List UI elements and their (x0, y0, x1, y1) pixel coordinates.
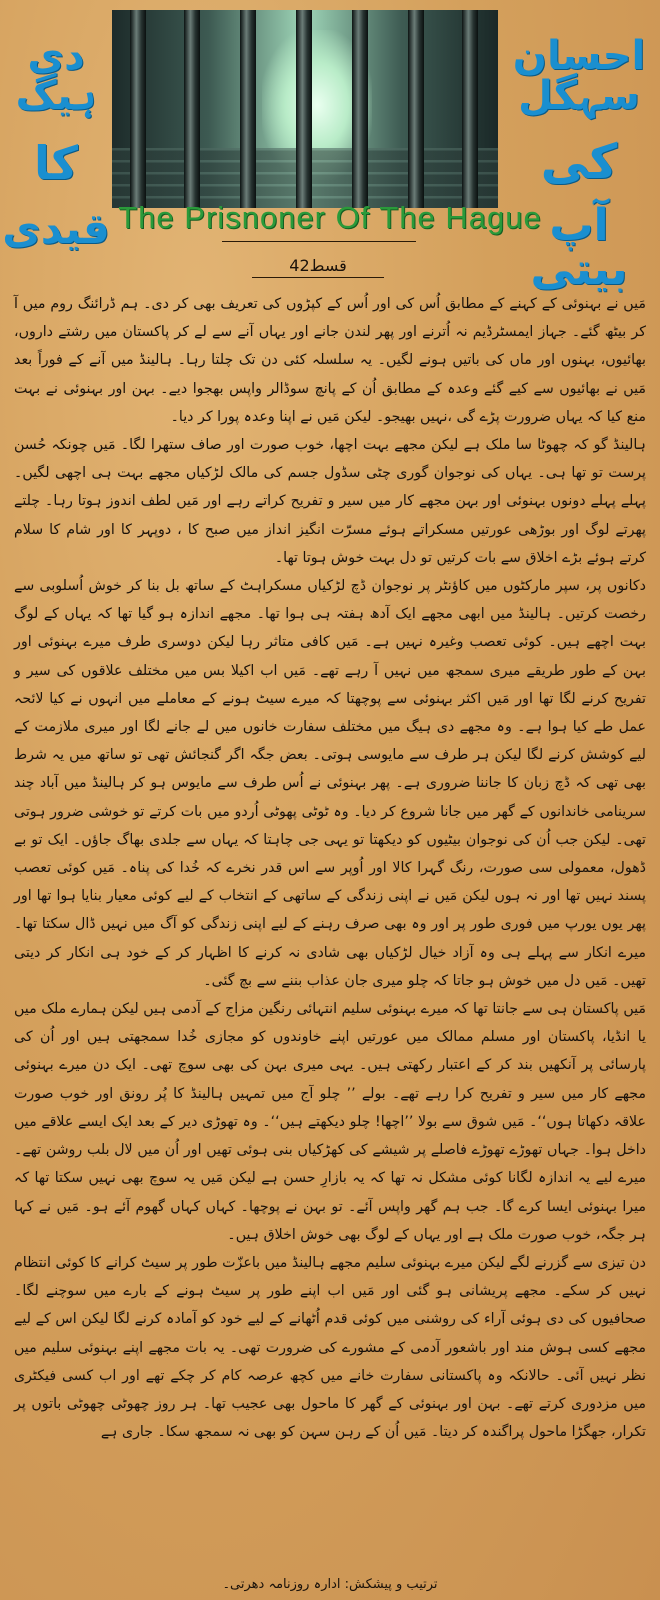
english-title: The Prisnoner Of The Hague (118, 200, 542, 235)
header (0, 0, 660, 295)
paragraph: ہالینڈ گو کہ چھوٹا سا ملک ہے لیکن مجھے بہت اچھا، خوب صورت اور صاف ستھرا لگا۔ مَیں چونکہ حُسن پرست تو تھا ہی۔ یہاں کی نوجوان گوری چٹی سڈول جسم کی مالک لڑکیاں مجھے بہت ہی اچھی لگیں۔ پہلے پہلے دونوں بہنوئی اور بہن مجھے کار میں سیر و تفریح کراتے رہے اور مَیں لطف اندوز ہوتا رہا۔ چلتے پھرتے لوگ اور بوڑھی عورتیں مسکراتے ہوئے مسرّت انگیز انداز میں صبح کا ، دوپہر کا اور شام کا سلام کرتے ہوئے بڑے اخلاق سے بات کرتیں تو دل بہت خوش ہوتا تھا۔ (14, 437, 646, 566)
episode-number: قسط42 (289, 256, 347, 275)
credit-footer: ترتیب و پیشکش: ادارہ روزنامہ دھرتی۔ (222, 1577, 438, 1592)
right-urdu-title: احسان سہگل کی آپ بیتی (512, 33, 646, 295)
episode-divider (252, 277, 384, 278)
paragraph: مَیں پاکستان ہی سے جانتا تھا کہ میرے بہنوئی سلیم انتہائی رنگین مزاج کے آدمی ہیں لیکن ہمارے ملک میں یا انڈیا، پاکستان اور مسلم ممالک میں عورتیں اپنے خاوندوں کو مجازی خُدا سمجھتی ہیں اور اُن کی پارسائی پر آنکھیں بند کر کے اعتبار رکھتی ہیں۔ یہی میری بہن کی بھی سوچ تھی۔ ایک دن میرے بہنوئی مجھے کار میں سیر و تفریح کرا رہے تھے۔ بولے ’’ چلو آج میں تمہیں ہالینڈ کا پُر رونق اور خوب صورت علاقہ دکھاتا ہوں‘‘۔ مَیں شوق سے بولا ’’اچھا! چلو دیکھتے ہیں‘‘۔ وہ تھوڑی دیر کے بعد ایک ایسے علاقے میں داخل ہوا۔ جہاں تھوڑے تھوڑے فاصلے پر شیشے کی کھڑکیاں بنی ہوئی تھیں اور اُن میں لال بلب روشن تھے۔ میرے لیے یہ اندازہ لگانا کوئی مشکل نہ تھا کہ یہ بازارِ حسن ہے لیکن مَیں یہ سوچ بھی نہیں سکتا تھا کہ میرا بہنوئی ایسا کرے گا۔ جب ہم گھر واپس آئے۔ تو بہن نے پوچھا۔ کہاں کہاں گھوم آئے ہو۔ مَیں نے کہا ہر جگہ، خوب صورت ملک ہے اور یہاں کے لوگ بھی خوش اخلاق ہیں۔ (14, 1001, 646, 1243)
article-body (14, 290, 646, 1446)
paragraph: دکانوں پر، سپر مارکٹوں میں کاؤنٹر پر نوجوان ڈچ لڑکیاں مسکراہٹ کے ساتھ بل بنا کر خوش اُسلوبی سے رخصت کرتیں۔ ہالینڈ میں ابھی مجھے ایک آدھ ہفتہ ہی ہوا تھا۔ مجھے اندازہ ہو گیا تھا کہ یہاں کے لوگ بہت اچھے ہیں۔ کوئی تعصب وغیرہ نہیں ہے۔ مَیں کافی متاثر رہا لیکن دوسری طرف میرے بہنوئی اور بہن کے طور طریقے میری سمجھ میں نہیں آ رہے تھے۔ مَیں اب اکیلا بس میں مختلف علاقوں کی سیر و تفریح کرنے لگا تھا اور مَیں اکثر بہنوئی سے پوچھتا کہ میرے سیٹ ہونے کے معاملے میں انہوں نے کیا لائحہ عمل طے کیا ہوا ہے۔ وہ مجھے دی ہیگ میں مختلف سفارت خانوں میں لے جانے لگا اور میری ملازمت کے لیے کوشش کرنے لگا لیکن ہر طرف سے مایوسی ہوتی۔ بعض جگہ اگر گنجائش تھی تو ساتھ میں یہ شرط بھی تھی کہ ڈچ زبان کا جاننا ضروری ہے۔ پھر بہنوئی نے اُس طرف سے مایوس ہو کر ہالینڈ میں آباد چند سرینامی خاندانوں کے گھر میں جانا شروع کر دیا۔ وہ ٹوٹی پھوٹی اُردو میں بات کرتے تو خوشی ضرور ہوتی تھی۔ لیکن جب اُن کی نوجوان بیٹیوں کو دیکھتا تو یہی جی چاہتا کہ یہاں سے جلدی بھاگ جاؤں۔ ایک تو بے ڈھول، معمولی سی صورت، رنگ گہرا کالا اور اُوپر سے اس قدر نخرے کہ خُدا کی پناہ۔ مَیں کوئی تعصب پسند نہیں تھا اور نہ ہوں لیکن مَیں نے اپنی زندگی کے ساتھی کے انتخاب کے لیے کوئی معیار بنایا ہوا تھا اور پھر یوں یورپ میں فوری طور پر اور وہ بھی صرف رہنے کے لیے اپنی زندگی کو آگ میں نہیں ڈال سکتا تھا۔ میرے انکار سے پہلے ہی وہ آزاد خیال لڑکیاں بھی شادی نہ کرنے کا اظہار کر کے خود ہی انکار کر دیتی تھیں۔ مَیں دل میں خوش ہو جاتا کہ چلو میری جان عذاب بننے سے بچ گئی۔ (14, 578, 646, 989)
paragraph: دن تیزی سے گزرنے لگے لیکن میرے بہنوئی سلیم مجھے ہالینڈ میں باعزّت طور پر سیٹ کرانے کا کوئی انتظام نہیں کر سکے۔ مجھے پریشانی ہو گئی اور مَیں اب اپنے طور پر سیٹ ہونے کے بارے میں سوچنے لگا۔ صحافیوں کی دی ہوئی آراء کی روشنی میں کوئی قدم اُٹھانے کے لیے خود کو آمادہ کرنے لگا لیکن اس کے لیے مجھے کسی ہوش مند اور باشعور آدمی کے مشورے کی ضرورت تھی۔ یہ بات مجھے اپنے بہنوئی سلیم میں نظر نہیں آئی۔ حالانکہ وہ پاکستانی سفارت خانے میں کچھ عرصہ کام کر چکے تھے اور اب کسی فیکٹری میں مزدوری کرتے تھے۔ بہن اور بہنوئی کے گھر کا ماحول بھی عجیب تھا۔ ہر روز چھوٹی چھوٹی باتوں پر تکرار، جھگڑا ماحول پراگندہ کر دیتا۔ مَیں اُن کے رہن سہن کو بھی نہ سمجھ سکا۔ جاری ہے (14, 1254, 646, 1441)
paragraph: مَیں نے بہنوئی کے کہنے کے مطابق اُس کی اور اُس کے کپڑوں کی تعریف بھی کر دی۔ ہم ڈرائنگ روم میں آ کر بیٹھ گئے۔ جہاز ایمسٹرڈیم نہ اُترنے اور پھر لندن جانے اور یہاں آنے سے لے کر پاکستان میں رشتے داروں، بھائیوں، بہنوں اور ماں کی باتیں ہونے لگیں۔ یہ سلسلہ کئی دن تک چلتا رہا۔ ہالینڈ میں آنے کے فوراً بعد مَیں نے بھائیوں سے کیے گئے وعدہ کے مطابق اُن کے پانچ سوڈالر واپس بھجوا دیے۔ بہن اور بہنوئی نے بہت منع کیا کہ یہاں ضرورت پڑے گی ،نہیں بھیجو۔ لیکن مَیں نے اپنا وعدہ پورا کر دیا۔ (14, 296, 646, 425)
left-urdu-title: دی ہیگ کا قیدی (2, 33, 110, 253)
title-divider (222, 241, 416, 242)
prison-bars-image (112, 10, 498, 208)
